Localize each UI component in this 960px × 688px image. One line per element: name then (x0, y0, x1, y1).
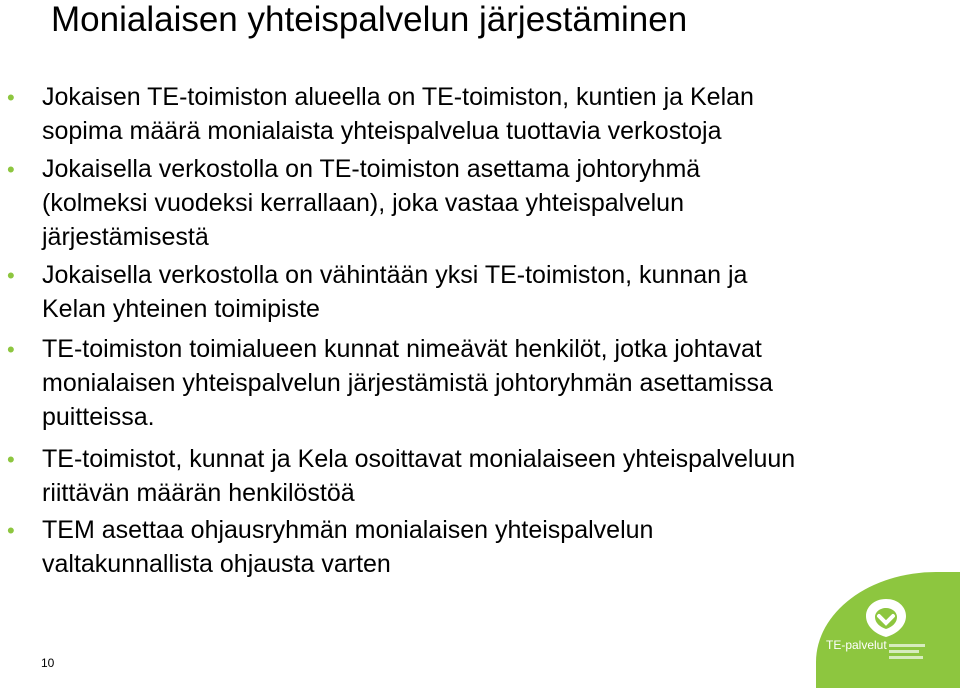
brand-tagline-mark (888, 642, 928, 660)
bullet-line: Jokaisen TE-toimiston alueella on TE-toimiston, kuntien ja Kelan (42, 83, 754, 111)
bullet-line: sopima määrä monialaista yhteispalvelua tuottavia verkostoja (42, 117, 722, 145)
te-palvelut-logo-icon (862, 596, 910, 640)
bullet-marker-icon: • (7, 337, 15, 362)
bullet-line: Jokaisella verkostolla on TE-toimiston asettama johtoryhmä (42, 155, 701, 183)
slide-title: Monialaisen yhteispalvelun järjestäminen (51, 0, 688, 39)
bullet-line: puitteissa. (42, 403, 155, 431)
page-number: 10 (41, 656, 55, 670)
bullet-line: riittävän määrän henkilöstöä (42, 479, 355, 507)
bullet-line: TEM asettaa ohjausryhmän monialaisen yhteispalvelun (42, 516, 654, 544)
brand-name: TE-palvelut (826, 638, 887, 652)
bullet-line: järjestämisestä (42, 223, 209, 251)
bullet-line: monialaisen yhteispalvelun järjestämistä johtoryhmän asettamissa (42, 369, 773, 397)
bullet-line: TE-toimistot, kunnat ja Kela osoittavat monialaiseen yhteispalveluun (42, 445, 796, 473)
bullet-line: valtakunnallista ohjausta varten (42, 550, 391, 578)
bullet-line: Jokaisella verkostolla on vähintään yksi TE-toimiston, kunnan ja (42, 261, 748, 289)
bullet-marker-icon: • (7, 157, 15, 182)
bullet-line: Kelan yhteinen toimipiste (42, 295, 320, 323)
bullet-marker-icon: • (7, 518, 15, 543)
bullet-marker-icon: • (7, 447, 15, 472)
bullet-marker-icon: • (7, 263, 15, 288)
bullet-marker-icon: • (7, 85, 15, 110)
bullet-line: (kolmeksi vuodeksi kerrallaan), joka vastaa yhteispalvelun (42, 189, 684, 217)
bullet-line: TE-toimiston toimialueen kunnat nimeävät henkilöt, jotka johtavat (42, 335, 762, 363)
